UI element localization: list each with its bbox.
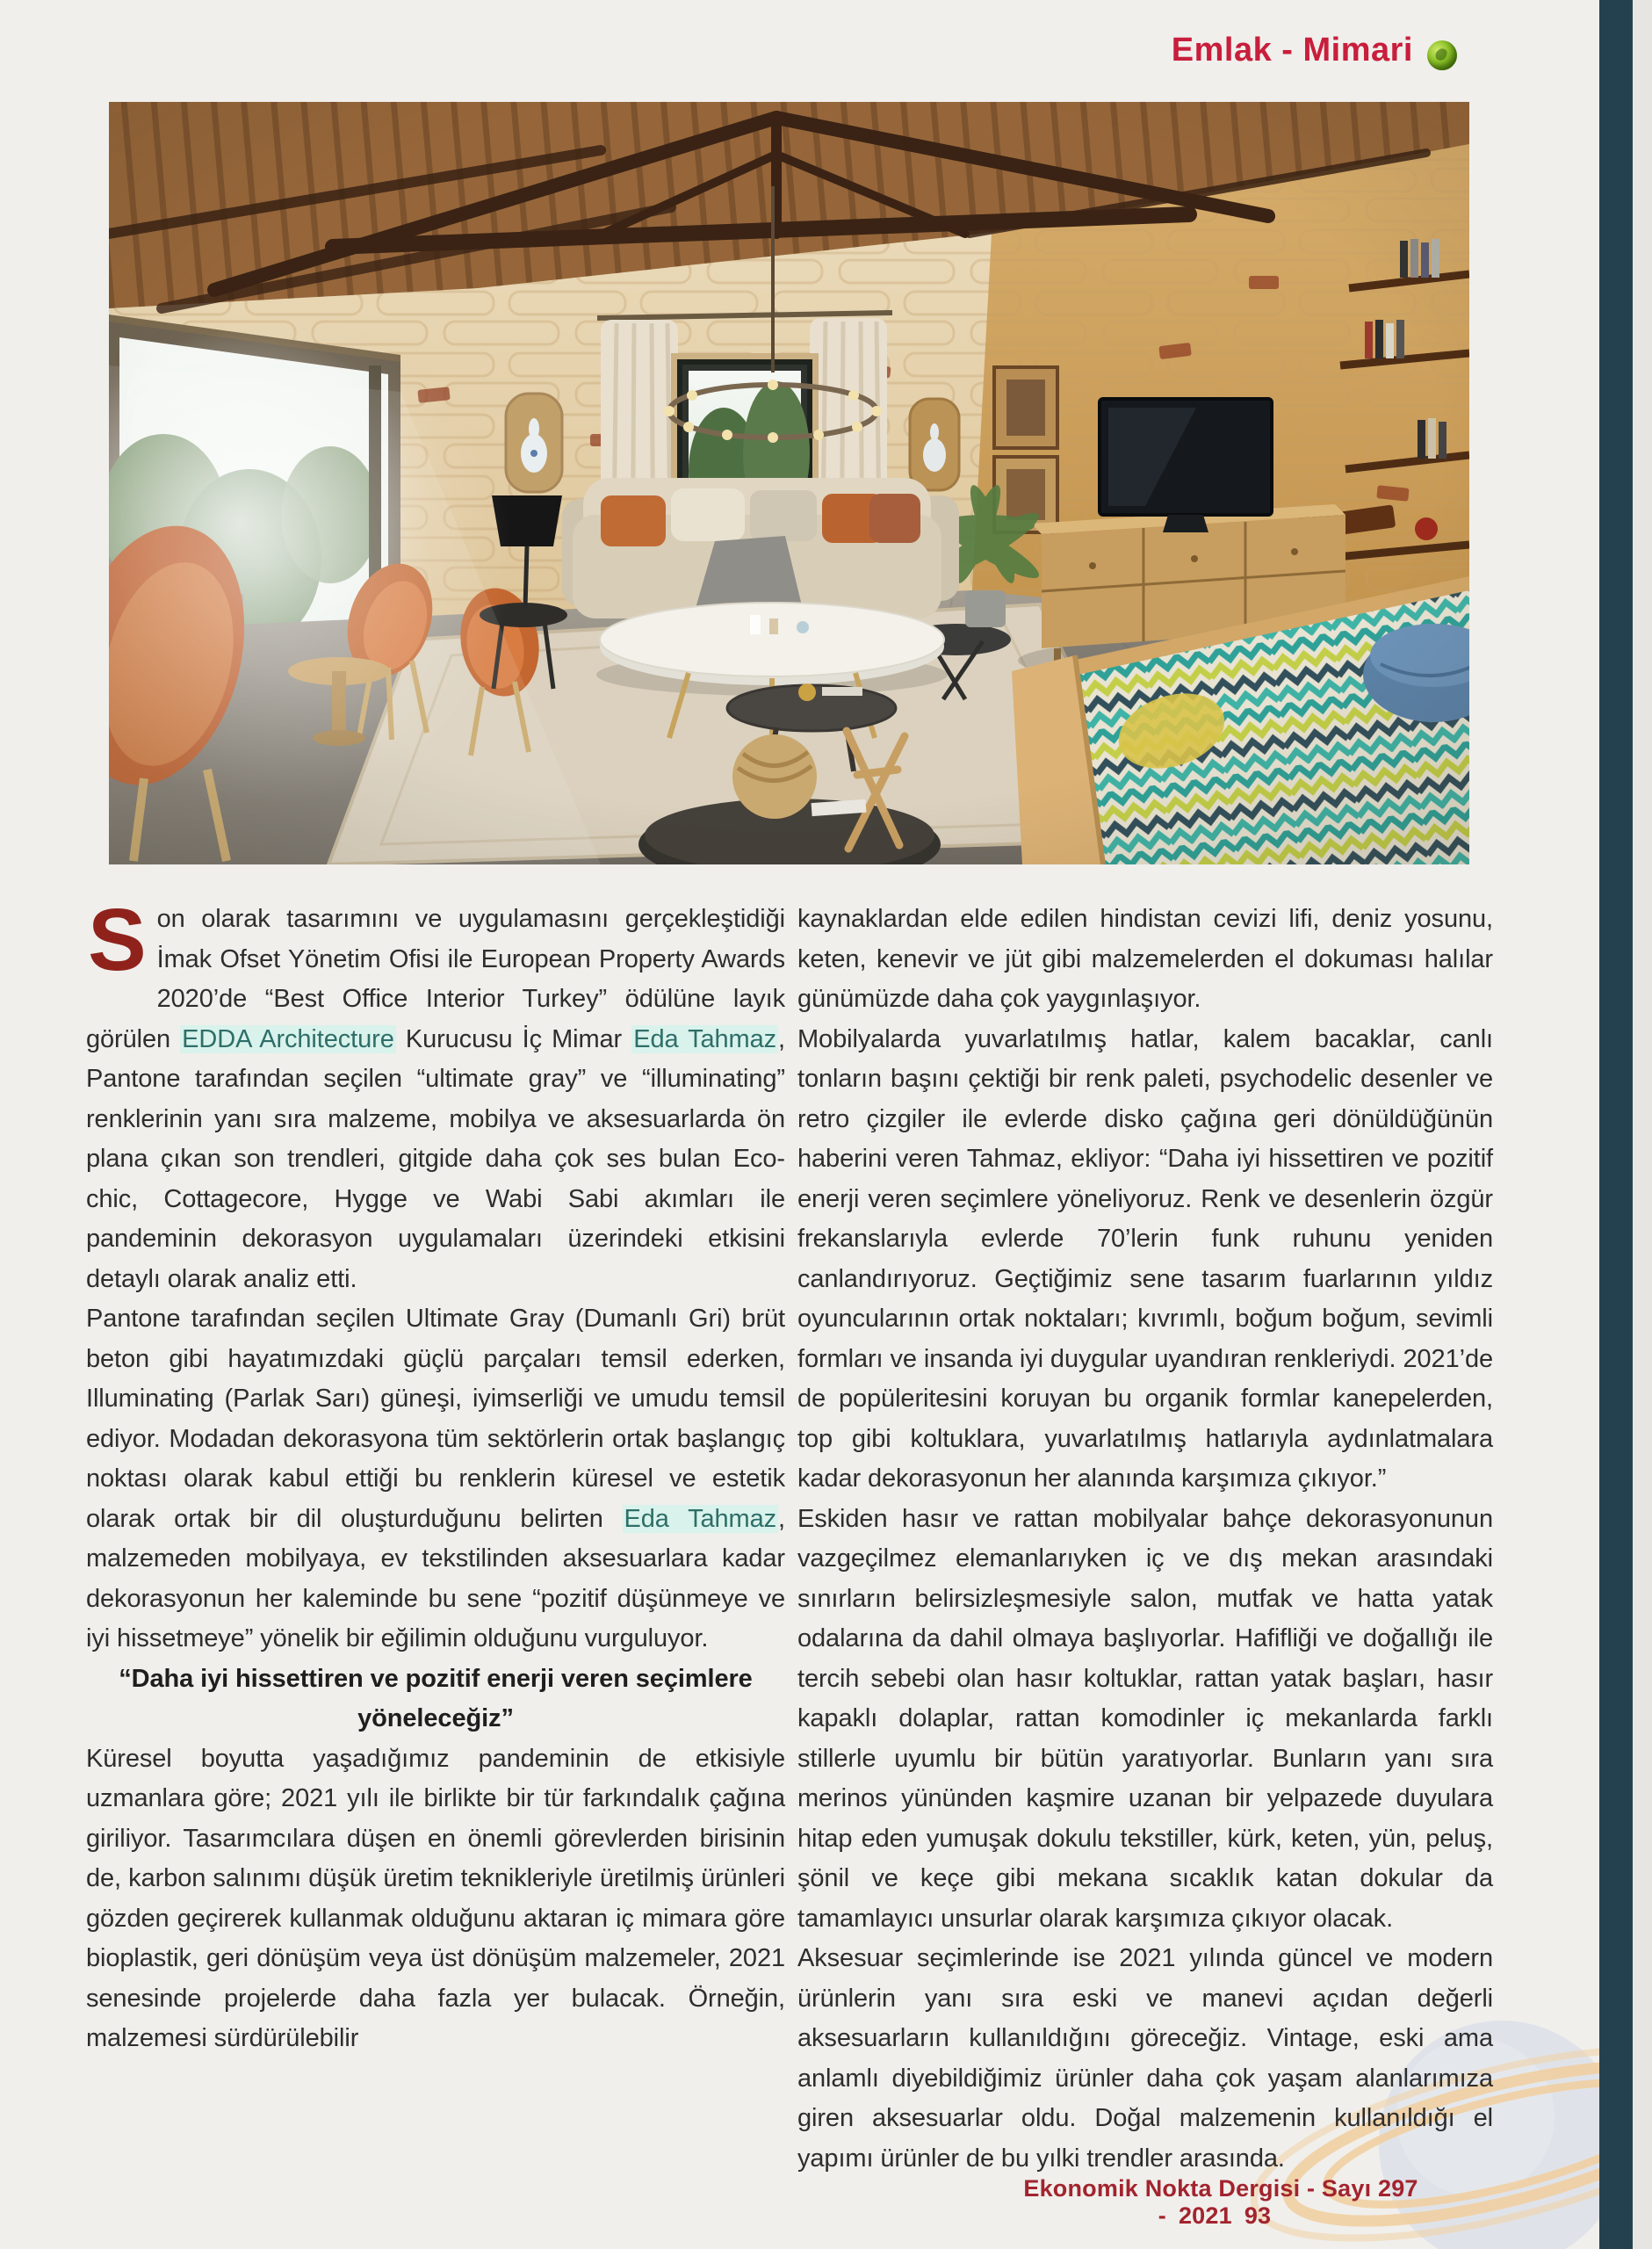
paragraph: kaynaklardan elde edilen hindistan cevizi lifi, deniz yosunu, keten, kenevir ve jüt gibi malzemelerden el dokuması halılar günümüzde daha çok yaygınlaşıyor. [797,905,1493,1013]
highlight-eda-tahmaz[interactable]: Eda Tahmaz [624,1504,777,1533]
footer-year: 2021 [1178,2202,1232,2229]
highlight-edda-architecture[interactable]: EDDA Architecture [182,1024,394,1053]
green-globe-icon [1427,40,1457,70]
section-title: Emlak - Mimari [1171,32,1413,69]
pull-quote-subheading: “Daha iyi hissettiren ve pozitif enerji veren seçimlere yöneleceğiz” [119,1664,753,1732]
paragraph: Son olarak tasarımını ve uygulamasını gerçekleştidiği İmak Ofset Yönetim Ofisi ile European Property Awards 2020’de “Best Office Interior Turkey” ödülüne layık görülen EDDA Architecture Kurucusu İç Mimar Eda Tahmaz, Pantone tarafından seçilen “ultimate gray” ve “illuminating” renklerinin yanı sıra malzeme, mobilya ve aksesuarlarda ön plana çıkan son trendleri, gitgide daha çok ses bulan Eco-chic, Cottagecore, Hygge ve Wabi Sabi akımları ile pandeminin dekorasyon uygulamaları üzerindeki etkisini detaylı olarak analiz etti. [86,891,785,1293]
living-room-scene [109,102,1469,864]
drop-cap: S [88,891,147,989]
paragraph: Eskiden hasır ve rattan mobilyalar bahçe dekorasyonunun vazgeçilmez elemanlarıyken iç ve dış mekan arasındaki sınırların belirsizleşmesiyle salon, mutfak ve hatta yatak odalarına da dahil olmaya başlıyorlar. Hafifliği ve doğallığı ile tercih sebebi olan hasır koltuklar, rattan yatak başları, hasır kapaklı dolaplar, rattan komodinler iç mekanlarda farklı stillerle uyumlu bir bütün yaratıyorlar. Bunların yanı sıra merinos yününden kaşmire uzanan bir yelpazede duyulara hitap eden yumuşak dokulu tekstiller, kürk, keten, yün, peluş, şönil ve keçe gibi mekana sıcaklık katan dokular da tamamlayıcı unsurlar olarak karşımıza çıkıyor olacak. [797,1504,1493,1933]
article-photo [109,102,1469,864]
page-footer [992,2175,1449,2230]
paragraph: Aksesuar seçimlerinde ise 2021 yılında güncel ve modern ürünlerin yanı sıra eski ve manevi açıdan değerli aksesuarların kullanıldığını göreceğiz. Vintage, eski ama anlamlı diyebildiğimiz ürünler daha çok yaşam alanlarımıza giren aksesuarlar oldu. Doğal malzemenin kullanıldığı el yapımı ürünler de bu yılki trendler arasında. [797,1944,1493,2173]
paragraph: Küresel boyutta yaşadığımız pandeminin de etkisiyle uzmanlara göre; 2021 yılı ile birlikte bir tür farkındalık çağına giriliyor. Tasarımcılara düşen en önemli görevlerden birisinin de, karbon salınımı düşük üretim teknikleriyle üretilmiş ürünleri gözden geçirerek kullanmak olduğunu aktaran iç mimara göre bioplastik, geri dönüşüm veya üst dönüşüm malzemeler, 2021 senesinde projelerde daha fazla yer bulacak. Örneğin, malzemesi sürdürülebilir [86,1744,785,2052]
article-column-left [86,891,785,2059]
page-edge-strip [1633,0,1652,2249]
highlight-eda-tahmaz[interactable]: Eda Tahmaz [633,1024,777,1053]
paragraph: Pantone tarafından seçilen Ultimate Gray (Dumanlı Gri) brüt beton gibi hayatımızdaki güçlü parçaları temsil ederken, Illuminating (Parlak Sarı) güneşi, iyimserliği ve umudu temsil ediyor. Modadan dekorasyona tüm sektörlerin ortak başlangıç noktası olarak kabul ettiği bu renklerin küresel ve estetik olarak ortak bir dil oluşturduğunu belirten Eda Tahmaz, malzemeden mobilyaya, ev tekstilinden aksesuarlara kadar dekorasyonun her kaleminde bu sene “pozitif düşünmeye ve iyi hissetmeye” yönelik bir eğilimin olduğunu vurguluyor. [86,1305,785,1652]
page-edge-bar [1599,0,1633,2249]
paragraph: Mobilyalarda yuvarlatılmış hatlar, kalem bacaklar, canlı tonların başını çektiği bir renk paleti, psychodelic desenler ve retro çizgiler ile evlerde disko çağına geri dönüldüğünün haberini veren Tahmaz, ekliyor: “Daha iyi hissettiren ve pozitif enerji veren seçimlere yöneliyoruz. Renk ve desenlerin özgür frekanslarıyla evlerde 70’lerin funk ruhunu yeniden canlandırıyoruz. Geçtiğimiz sene tasarım fuarlarının yıldız oyuncularının ortak noktaları; kıvrımlı, boğum boğum, sevimli formları ve insanda iyi duygular uyandıran renkleriydi. 2021’de de popüleritesini koruyan bu organik formlar kanepelerden, top gibi koltuklara, yuvarlatılmış hatlarıyla aydınlatmalara kadar dekorasyonun her alanında karşımıza çıkıyor.” [797,1024,1493,1493]
footer-page-number: 93 [1244,2202,1272,2229]
article-column-right [797,900,1493,2179]
footer-publication: Ekonomik Nokta Dergisi - Sayı 297 - [1023,2175,1418,2229]
